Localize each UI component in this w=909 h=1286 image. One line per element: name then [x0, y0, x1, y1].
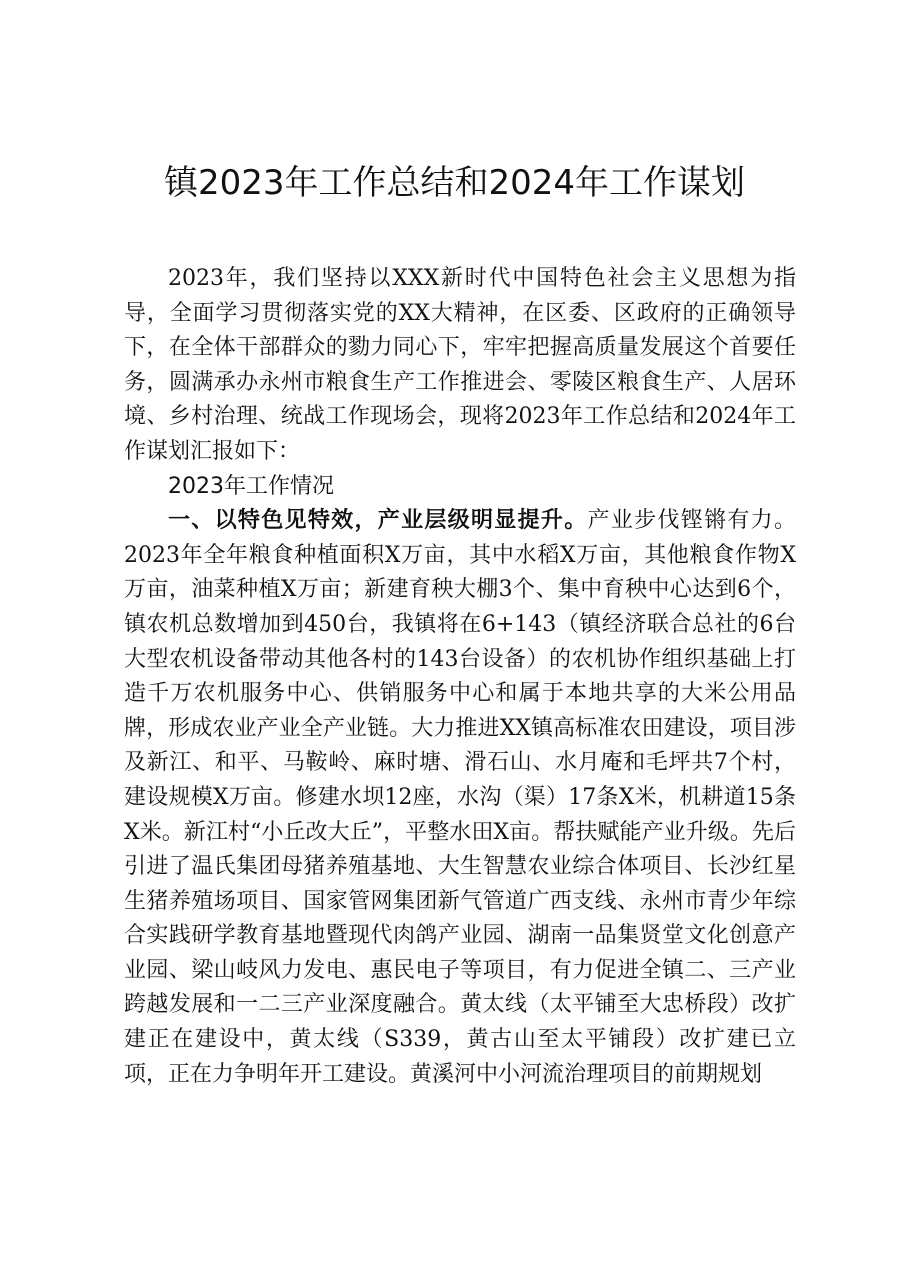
intro-paragraph: 2023年，我们坚持以XXX新时代中国特色社会主义思想为指导，全面学习贯彻落实党的XX大精神，在区委、区政府的正确领导下，在全体干部群众的勠力同心下，牢牢把握高质量发展这个首要任务，圆满承办永州市粮食生产工作推进会、零陵区粮食生产、人居环境、乡村治理、统战工作现场会，现将2023年工作总结和2024年工作谋划汇报如下： — [124, 266, 796, 464]
item-1-text: 产业步伐铿锵有力。2023年全年粮食种植面积X万亩，其中水稻X万亩，其他粮食作物X万亩，油菜种植X万亩；新建育秧大棚3个、集中育秧中心达到6个，镇农机总数增加到450台，我镇将在6+143（镇经济联合总社的6台大型农机设备带动其他各村的143台设备）的农机协作组织基础上打造千万农机服务中心、供销服务中心和属于本地共享的大米公用品牌，形成农业产业全产业链。大力推进XX镇高标准农田建设，项目涉及新江、和平、马鞍岭、麻时塘、滑石山、水月庵和毛坪共7个村，建设规模X万亩。修建水坝12座，水沟（渠）17条X米，机耕道15条X米。新江村“小丘改大丘”，平整水田X亩。帮扶赋能产业升级。先后引进了温氏集团母猪养殖基地、大生智慧农业综合体项目、长沙红星生猪养殖场项目、国家管网集团新气管道广西支线、永州市青少年综合实践研学教育基地暨现代肉鸽产业园、湖南一品集贤堂文化创意产业园、梁山岐风力发电、惠民电子等项目，有力促进全镇二、三产业跨越发展和一二三产业深度融合。黄太线（太平铺至大忠桥段）改扩建正在建设中，黄太线（S339，黄古山至太平铺段）改扩建已立项，正在力争明年开工建设。黄溪河中小河流治理项目的前期规划 — [124, 508, 796, 1087]
section-heading: 2023年工作情况 — [168, 473, 334, 499]
document-title: 镇2023年工作总结和2024年工作谋划 — [163, 163, 746, 203]
document-body — [124, 262, 796, 1092]
item-1-lead: 一、以特色见特效，产业层级明显提升。 — [168, 508, 588, 534]
section-item-1 — [124, 504, 796, 1092]
